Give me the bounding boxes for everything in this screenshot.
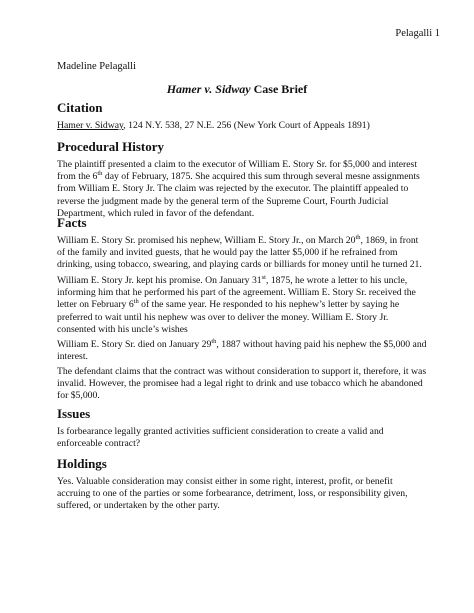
facts-p1-sup: th — [355, 233, 361, 241]
ph-text-a: The plaintiff presented a claim to the executor of William E. Story Sr. for $5,000 and interest from the 6 — [57, 159, 418, 183]
facts-p1-a: William E. Story Sr. promised his nephew, William E. Story Jr., on March 20 — [57, 235, 356, 246]
procedural-history-paragraph — [57, 159, 427, 220]
ph-text-b: day of February, 1875. She acquired this sum through several mesne assignments from William E. Story Jr. The claim was rejected by the executor. The plaintiff appealed to reverse the judgment made by the general term of the Supreme Court, Fourth Judicial Department, which ruled in favor of the defendant. — [57, 171, 420, 219]
document-title — [0, 82, 474, 97]
facts-p2-b: , 1875, he wrote a letter to his uncle, informing him that he performed his part of the agreement. William E. Story Sr. received the letter on February 6 — [57, 275, 416, 311]
facts-paragraph-4: The defendant claims that the contract was without consideration to support it, therefore, it was invalid. However, the promisee had a legal right to drink and use tobacco which he abandoned for $5,000. — [57, 366, 427, 402]
facts-p2-sup1: st — [261, 273, 266, 281]
facts-p1-b: , 1869, in front of the family and invited guests, that he would pay the latter $5,000 if he refrained from drinking, using tobacco, swearing, and playing cards or billiards for money until he turned 21. — [57, 235, 422, 271]
facts-p2-c: of the same year. He responded to his nephew’s letter by saying he preferred to wait until his nephew was over to deliver the money. William E. Story Jr. consented with his uncle’s wishes — [57, 299, 400, 335]
facts-paragraph-3 — [57, 339, 427, 363]
facts-heading: Facts — [57, 215, 87, 230]
page-header: Pelagalli 1 — [395, 28, 440, 39]
holdings-heading: Holdings — [57, 456, 107, 471]
title-case-name: Hamer v. Sidway — [166, 82, 251, 96]
author-name: Madeline Pelagalli — [57, 61, 137, 72]
citation-heading: Citation — [57, 100, 103, 115]
citation-text — [57, 120, 427, 132]
citation-case-link[interactable]: Hamer v. Sidway — [57, 120, 124, 131]
facts-paragraph-2 — [57, 275, 427, 336]
facts-p3-sup: th — [211, 337, 217, 345]
citation-rest: , 124 N.Y. 538, 27 N.E. 256 (New York Court of Appeals 1891) — [123, 120, 370, 131]
facts-p3-a: William E. Story Sr. died on January 29 — [57, 339, 212, 350]
facts-paragraph-1 — [57, 235, 427, 272]
facts-p3-b: , 1887 without having paid his nephew the $5,000 and interest. — [57, 339, 427, 363]
ph-superscript: th — [97, 169, 103, 177]
facts-p2-a: William E. Story Jr. kept his promise. On January 31 — [57, 275, 262, 286]
holdings-paragraph: Yes. Valuable consideration may consist either in some right, interest, profit, or benefit accruing to one of the parties or some forbearance, detriment, loss, or responsibility given, suffered, or undertaken by the other party. — [57, 476, 408, 512]
procedural-history-heading: Procedural History — [57, 139, 164, 154]
issues-heading: Issues — [57, 406, 91, 421]
title-suffix: Case Brief — [250, 82, 308, 96]
issues-paragraph: Is forbearance legally granted activities sufficient consideration to create a valid and enforceable contract? — [57, 426, 384, 450]
facts-p2-sup2: th — [133, 298, 139, 306]
